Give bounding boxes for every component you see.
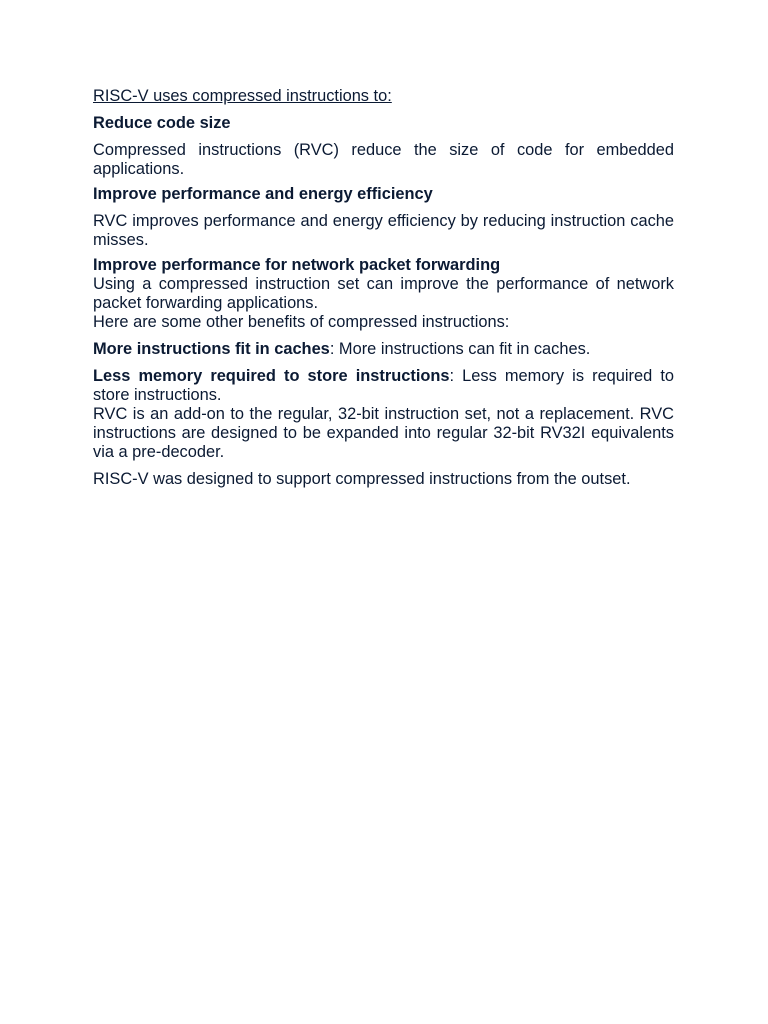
benefit-item-caches bbox=[93, 340, 674, 359]
benefit-item-memory bbox=[93, 367, 674, 405]
section-heading-network-forwarding: Improve performance for network packet forwarding bbox=[93, 256, 501, 274]
section-heading-reduce-code-size: Reduce code size bbox=[93, 114, 231, 132]
benefit-term-memory: Less memory required to store instructions bbox=[93, 367, 450, 385]
benefit-text-memory: : Less memory is required to store instructions. bbox=[93, 367, 675, 404]
section-body-network-forwarding: Using a compressed instruction set can improve the performance of network packet forwarding applications. bbox=[93, 275, 674, 312]
closing-line: RISC-V was designed to support compressed instructions from the outset. bbox=[93, 470, 631, 488]
section-body-reduce-code-size: Compressed instructions (RVC) reduce the size of code for embedded applications. bbox=[93, 141, 674, 178]
benefit-text-caches: : More instructions can fit in caches. bbox=[329, 340, 591, 358]
intro-line: RISC-V uses compressed instructions to: bbox=[93, 87, 392, 105]
benefit-term-caches: More instructions fit in caches bbox=[93, 340, 330, 358]
rvc-note: RVC is an add-on to the regular, 32-bit instruction set, not a replacement. RVC instructions are designed to be expanded into regular 32-bit RV32I equivalents via a pre-decoder. bbox=[93, 405, 674, 461]
other-benefits-intro: Here are some other benefits of compressed instructions: bbox=[93, 313, 510, 331]
section-heading-performance-energy: Improve performance and energy efficiency bbox=[93, 185, 433, 203]
section-body-performance-energy: RVC improves performance and energy efficiency by reducing instruction cache misses. bbox=[93, 212, 674, 249]
document-page bbox=[93, 87, 674, 495]
